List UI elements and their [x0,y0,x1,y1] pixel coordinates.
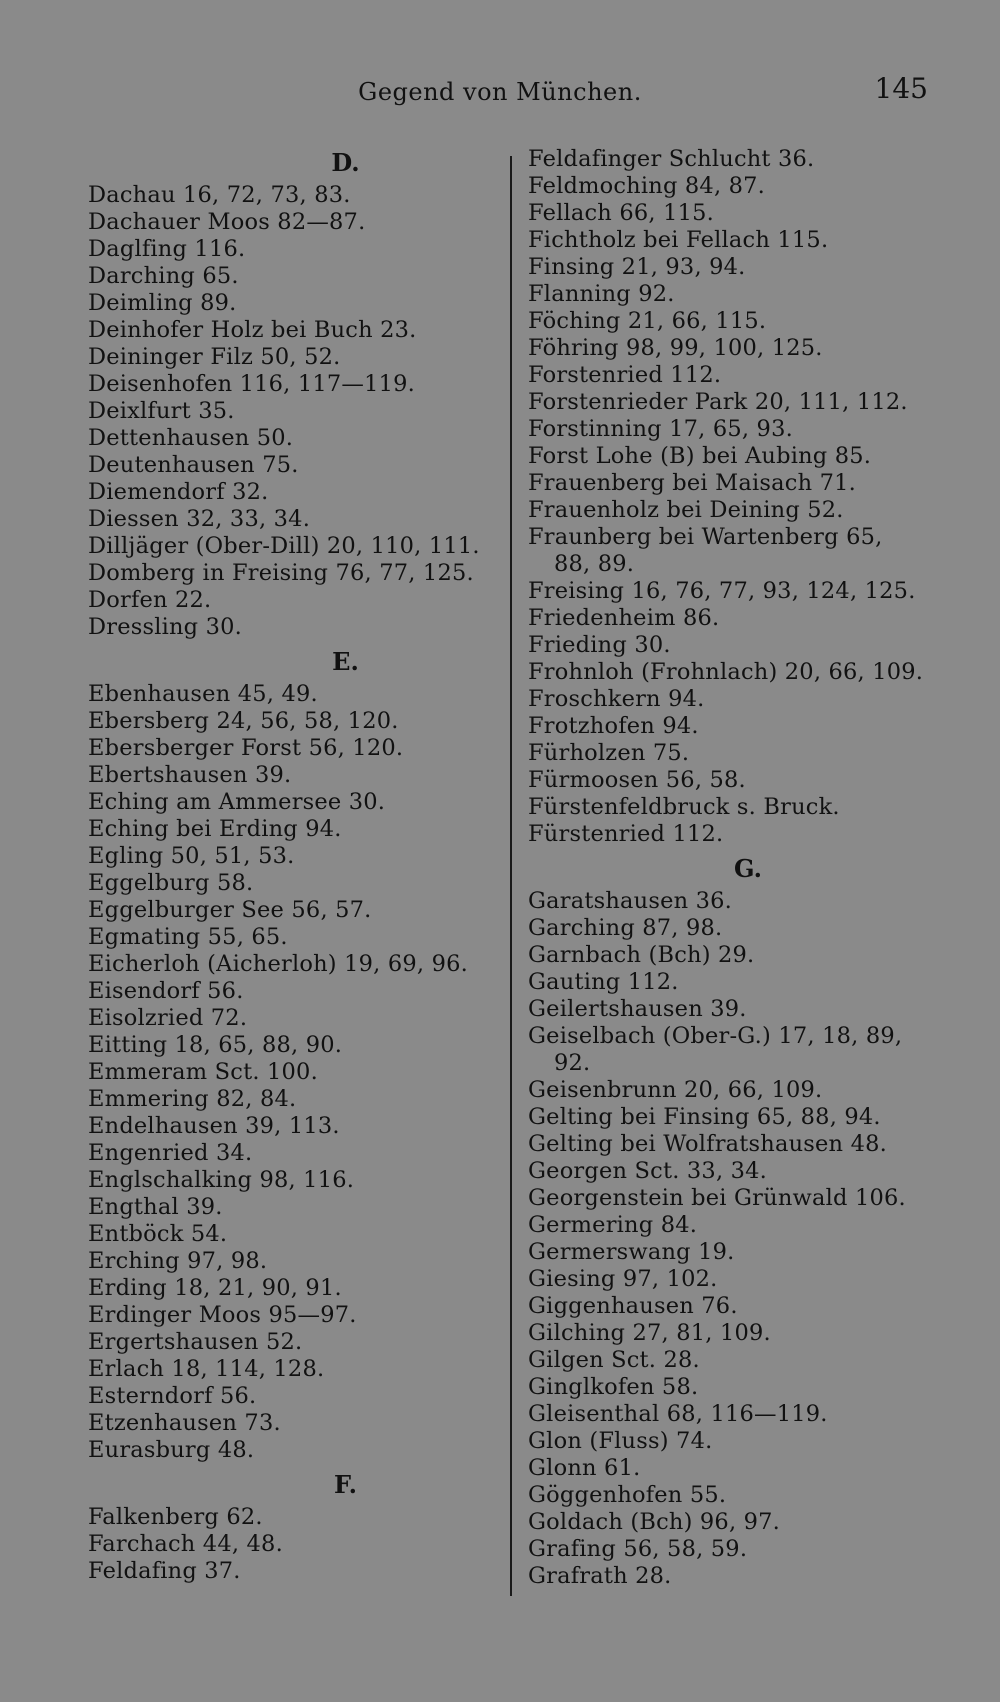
index-entry: Eicherloh (Aicherloh) 19, 69, 96. [88,951,468,977]
index-entry: Geiselbach (Ober-G.) 17, 18, 89, [528,1023,903,1049]
index-entry: Feldafing 37. [88,1558,241,1584]
index-entry: Ebenhausen 45, 49. [88,681,318,707]
index-entry: Germerswang 19. [528,1239,735,1265]
index-entry: Dachau 16, 72, 73, 83. [88,182,351,208]
index-entry: Etzenhausen 73. [88,1410,281,1436]
index-entry: Eitting 18, 65, 88, 90. [88,1032,343,1058]
index-entry: Deinhofer Holz bei Buch 23. [88,317,417,343]
index-entry: Feldafinger Schlucht 36. [528,146,815,172]
index-entry: Gilching 27, 81, 109. [528,1320,771,1346]
index-entry: Dachauer Moos 82—87. [88,209,366,235]
index-entry: Feldmoching 84, 87. [528,173,766,199]
index-entry: Ebersberger Forst 56, 120. [88,735,404,761]
index-entry: Dettenhausen 50. [88,425,294,451]
index-entry: Emmering 82, 84. [88,1086,297,1112]
index-entry: Fürmoosen 56, 58. [528,767,746,793]
index-entry: Forstenrieder Park 20, 111, 112. [528,389,908,415]
index-entry: Gelting bei Wolfratshausen 48. [528,1131,887,1157]
index-entry: Forstinning 17, 65, 93. [528,416,793,442]
section-letter-heading: D. [331,148,360,177]
index-entry: Garnbach (Bch) 29. [528,942,755,968]
index-entry: Entböck 54. [88,1221,228,1247]
index-entry: Daglfing 116. [88,236,246,262]
index-entry: Georgenstein bei Grünwald 106. [528,1185,906,1211]
index-entry: Erching 97, 98. [88,1248,268,1274]
page-header-title: Gegend von München. [358,78,642,106]
index-entry: Ebertshausen 39. [88,762,292,788]
index-entry: Dilljäger (Ober-Dill) 20, 110, 111. [88,533,480,559]
index-entry: Endelhausen 39, 113. [88,1113,340,1139]
index-entry: Deimling 89. [88,290,237,316]
index-entry: Fellach 66, 115. [528,200,714,226]
index-entry-continuation: 92. [554,1050,591,1076]
index-entry: Englschalking 98, 116. [88,1167,355,1193]
index-entry: Gleisenthal 68, 116—119. [528,1401,828,1427]
index-entry: Frauenberg bei Maisach 71. [528,470,857,496]
index-entry: Fürstenfeldbruck s. Bruck. [528,794,840,820]
index-entry: Eisolzried 72. [88,1005,248,1031]
index-entry: Forst Lohe (B) bei Aubing 85. [528,443,872,469]
index-entry: Dressling 30. [88,614,243,640]
index-entry: Eurasburg 48. [88,1437,255,1463]
index-entry: Giesing 97, 102. [528,1266,718,1292]
index-entry: Deininger Filz 50, 52. [88,344,341,370]
index-entry: Goldach (Bch) 96, 97. [528,1509,781,1535]
index-entry: Erlach 18, 114, 128. [88,1356,325,1382]
index-entry: Geisenbrunn 20, 66, 109. [528,1077,823,1103]
index-entry: Germering 84. [528,1212,698,1238]
index-column-left [88,146,493,1585]
index-entry: Erding 18, 21, 90, 91. [88,1275,342,1301]
index-entry: Domberg in Freising 76, 77, 125. [88,560,474,586]
index-entry: Giggenhausen 76. [528,1293,738,1319]
index-entry: Frieding 30. [528,632,671,658]
index-entry: Engthal 39. [88,1194,223,1220]
index-entry: Eching bei Erding 94. [88,816,342,842]
index-entry: Freising 16, 76, 77, 93, 124, 125. [528,578,916,604]
index-entry: Frohnloh (Frohnlach) 20, 66, 109. [528,659,924,685]
index-entry: Eching am Ammersee 30. [88,789,386,815]
index-entry: Grafrath 28. [528,1563,672,1589]
index-column-right [528,146,948,1590]
index-entry: Diemendorf 32. [88,479,269,505]
index-entry: Glon (Fluss) 74. [528,1428,713,1454]
index-entry: Deixlfurt 35. [88,398,235,424]
index-entry: Fürholzen 75. [528,740,690,766]
index-entry: Farchach 44, 48. [88,1531,283,1557]
index-entry: Göggenhofen 55. [528,1482,727,1508]
index-entry: Ergertshausen 52. [88,1329,303,1355]
index-entry: Fraunberg bei Wartenberg 65, [528,524,883,550]
index-entry: Finsing 21, 93, 94. [528,254,746,280]
index-entry: Georgen Sct. 33, 34. [528,1158,768,1184]
index-entry: Ginglkofen 58. [528,1374,699,1400]
index-entry: Falkenberg 62. [88,1504,263,1530]
index-entry: Egmating 55, 65. [88,924,288,950]
index-entry: Gelting bei Finsing 65, 88, 94. [528,1104,881,1130]
index-entry: Glonn 61. [528,1455,641,1481]
index-entry: Friedenheim 86. [528,605,720,631]
index-entry: Flanning 92. [528,281,675,307]
index-entry: Dorfen 22. [88,587,212,613]
index-entry: Eisendorf 56. [88,978,244,1004]
index-entry: Fichtholz bei Fellach 115. [528,227,829,253]
index-entry-continuation: 88, 89. [554,551,635,577]
index-entry: Eggelburger See 56, 57. [88,897,372,923]
index-entry: Grafing 56, 58, 59. [528,1536,748,1562]
index-entry: Frotzhofen 94. [528,713,699,739]
index-entry: Darching 65. [88,263,239,289]
index-entry: Esterndorf 56. [88,1383,257,1409]
index-entry: Forstenried 112. [528,362,722,388]
index-entry: Eggelburg 58. [88,870,254,896]
index-entry: Garatshausen 36. [528,888,733,914]
page-number: 145 [874,72,928,105]
index-entry: Froschkern 94. [528,686,705,712]
index-entry: Erdinger Moos 95—97. [88,1302,357,1328]
index-entry: Fürstenried 112. [528,821,724,847]
index-entry: Ebersberg 24, 56, 58, 120. [88,708,399,734]
section-letter-heading: E. [332,647,359,676]
index-entry: Gilgen Sct. 28. [528,1347,700,1373]
index-entry: Engenried 34. [88,1140,253,1166]
index-entry: Föhring 98, 99, 100, 125. [528,335,823,361]
index-entry: Föching 21, 66, 115. [528,308,767,334]
index-entry: Egling 50, 51, 53. [88,843,295,869]
section-letter-heading: G. [734,854,762,883]
index-entry: Deutenhausen 75. [88,452,299,478]
index-entry: Garching 87, 98. [528,915,723,941]
index-entry: Frauenholz bei Deining 52. [528,497,844,523]
index-entry: Diessen 32, 33, 34. [88,506,311,532]
index-entry: Geilertshausen 39. [528,996,747,1022]
index-entry: Emmeram Sct. 100. [88,1059,318,1085]
section-letter-heading: F. [334,1470,357,1499]
index-entry: Gauting 112. [528,969,679,995]
column-divider [510,156,512,1596]
index-entry: Deisenhofen 116, 117—119. [88,371,416,397]
